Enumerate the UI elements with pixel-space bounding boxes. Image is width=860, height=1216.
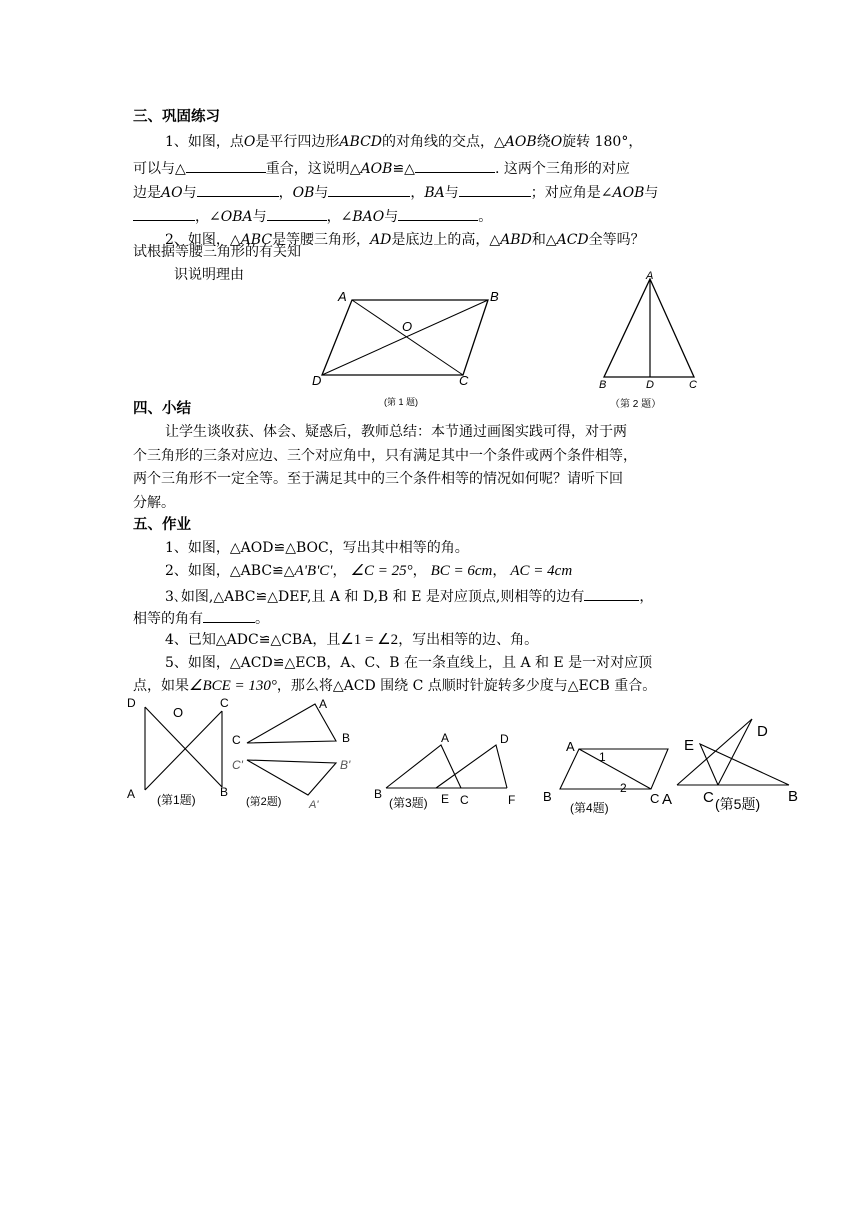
text: ， [492, 563, 507, 579]
text: 绕 [536, 134, 551, 150]
text: ，∠ [326, 209, 353, 225]
var-O: O [550, 134, 563, 150]
var-AOB: AOB [504, 134, 537, 150]
text: ， [332, 563, 347, 579]
label-D: D [757, 723, 768, 740]
text: 与 [252, 209, 267, 225]
text: 与 [444, 185, 459, 201]
label-O: O [173, 705, 184, 720]
label-F: F [508, 793, 516, 807]
label-D: D [127, 696, 136, 710]
label-A: A [127, 787, 136, 801]
math: BC = 6cm [430, 563, 493, 579]
hw-figure-1 [127, 696, 229, 807]
text: 与 [314, 185, 329, 201]
label-B: B [374, 787, 383, 801]
var-ABC: ABC [240, 232, 273, 248]
q2-line3: 识说明理由 [174, 267, 244, 283]
text: 。 [478, 209, 493, 225]
hw-figure-5 [662, 719, 798, 812]
text: 的对角线的交点，△ [382, 134, 505, 150]
label-A: A [566, 739, 575, 754]
text: ；对应角是∠ [530, 185, 613, 201]
text: 和△ [531, 232, 557, 248]
hw-figure-2 [232, 697, 351, 811]
var-BAO: BAO [352, 209, 385, 225]
text: 。 [255, 611, 269, 627]
summary-line4: 分解。 [133, 495, 175, 511]
hw-figure-4 [543, 739, 668, 815]
hw-q1: 1、如图，△AOD≌△BOC，写出其中相等的角。 [165, 540, 469, 556]
math: AC = 4cm [510, 563, 573, 579]
text: 相等的角有 [133, 611, 203, 627]
text: 2、如图，△ABC≌△ [165, 563, 295, 579]
text: 3､如图,△ABC≌△DEF,且 A 和 D,B 和 E 是对应顶点,则相等的边有 [165, 589, 585, 605]
caption: (第4题) [570, 801, 609, 815]
var-AD: AD [370, 232, 392, 248]
label-E: E [684, 737, 695, 754]
math: ∠C = 25° [350, 563, 413, 579]
text: 与 [384, 209, 399, 225]
section-4-title: 四、小结 [133, 401, 191, 417]
var-ABCD: ABCD [339, 134, 383, 150]
label-C: C [459, 373, 469, 388]
label-D: D [646, 379, 654, 391]
section-3-title: 三、巩固练习 [133, 109, 220, 125]
caption: (第5题) [715, 796, 761, 812]
text: 4、已知△ADC≌△CBA，且 [165, 632, 341, 648]
text: 可以与△ [133, 161, 186, 177]
text: ， [639, 589, 654, 605]
text: 与 [644, 185, 659, 201]
label-A: A [646, 270, 654, 282]
label-C: C [220, 696, 229, 710]
text: 旋转 180°， [562, 134, 643, 150]
text: 边是 [133, 185, 161, 201]
text: 1、如图，点 [165, 134, 244, 150]
q1-line3: 边是AO与 ，OB与 ，BA与 ；对应角是∠AOB与 [133, 185, 659, 201]
text: 重合，这说明△ [265, 161, 361, 177]
label-B-prime: B' [340, 758, 351, 772]
label-C: C [232, 733, 241, 747]
section-5-title: 五、作业 [133, 517, 191, 533]
var-OBA: OBA [220, 209, 253, 225]
label-A: A [319, 697, 328, 711]
label-C: C [650, 791, 660, 806]
caption: （第 2 题） [610, 399, 662, 410]
caption: (第3题) [389, 796, 428, 810]
label-A: A [662, 791, 673, 808]
caption: (第 1 题) [384, 397, 419, 407]
angle-2: 2 [620, 781, 627, 795]
label-O: O [402, 319, 413, 334]
label-D: D [500, 732, 509, 746]
label-B: B [599, 379, 607, 391]
var-OB: OB [292, 185, 315, 201]
label-B: B [342, 731, 351, 745]
label-C: C [460, 793, 469, 807]
label-B: B [490, 289, 499, 304]
var-ACD: ACD [556, 232, 589, 248]
label-B: B [220, 785, 229, 799]
var-BA: BA [424, 185, 445, 201]
text: 是等腰三角形， [272, 232, 371, 248]
hw-figure-3 [374, 731, 515, 810]
label-B: B [788, 788, 799, 805]
summary-line2: 个三角形的三条对应边、三个对应角中，只有满足其中一个条件或两个条件相等， [133, 448, 637, 464]
label-C-prime: C' [232, 758, 243, 772]
label-E: E [441, 792, 450, 806]
text: . 这两个三角形的对应 [494, 161, 630, 177]
text: ，那么将△ACD 围绕 C 点顺时针旋转多少度与△ECB 重合。 [276, 678, 657, 694]
label-C: C [703, 789, 714, 806]
summary-line1: 让学生谈收获、体会、疑惑后，教师总结：本节通过画图实践可得，对于两 [165, 424, 627, 440]
text: 全等吗？ [588, 232, 645, 248]
text: 2、如图，△ [165, 232, 241, 248]
text: ， [412, 563, 427, 579]
label-A: A [441, 731, 450, 745]
label-D: D [312, 373, 322, 388]
summary-line3: 两个三角形不一定全等。至于满足其中的三个条件相等的情况如何呢？请听下回 [133, 471, 623, 487]
var-ABC-prime: A'B'C' [294, 563, 333, 579]
text: ，写出相等的边、角。 [398, 632, 539, 648]
label-B: B [543, 789, 552, 804]
label-C: C [689, 379, 697, 391]
text: ≌△ [392, 161, 415, 177]
var-ABD: ABD [500, 232, 532, 248]
text: 与 [182, 185, 197, 201]
math: ∠1 = ∠2 [340, 632, 399, 648]
label-A-prime: A' [309, 799, 319, 811]
q2-line2: 试根据等腰三角形的有关知 [133, 244, 301, 260]
angle-1: 1 [599, 750, 606, 764]
caption: (第2题) [246, 796, 282, 808]
text: 点，如果 [133, 678, 189, 694]
var-AOB: AOB [612, 185, 645, 201]
label-A: A [338, 289, 347, 304]
var-AOB: AOB [360, 161, 393, 177]
var-O: O [243, 134, 256, 150]
text: 是底边上的高，△ [391, 232, 501, 248]
math: ∠BCE = 130° [189, 678, 277, 694]
text: ，∠ [195, 209, 221, 225]
var-AO: AO [161, 185, 183, 201]
caption: (第1题) [157, 793, 196, 807]
text: 是平行四边形 [255, 134, 340, 150]
hw-q5-line1: 5、如图，△ACD≌△ECB，A、C、B 在一条直线上，且 A 和 E 是一对对应顶 [165, 655, 653, 671]
